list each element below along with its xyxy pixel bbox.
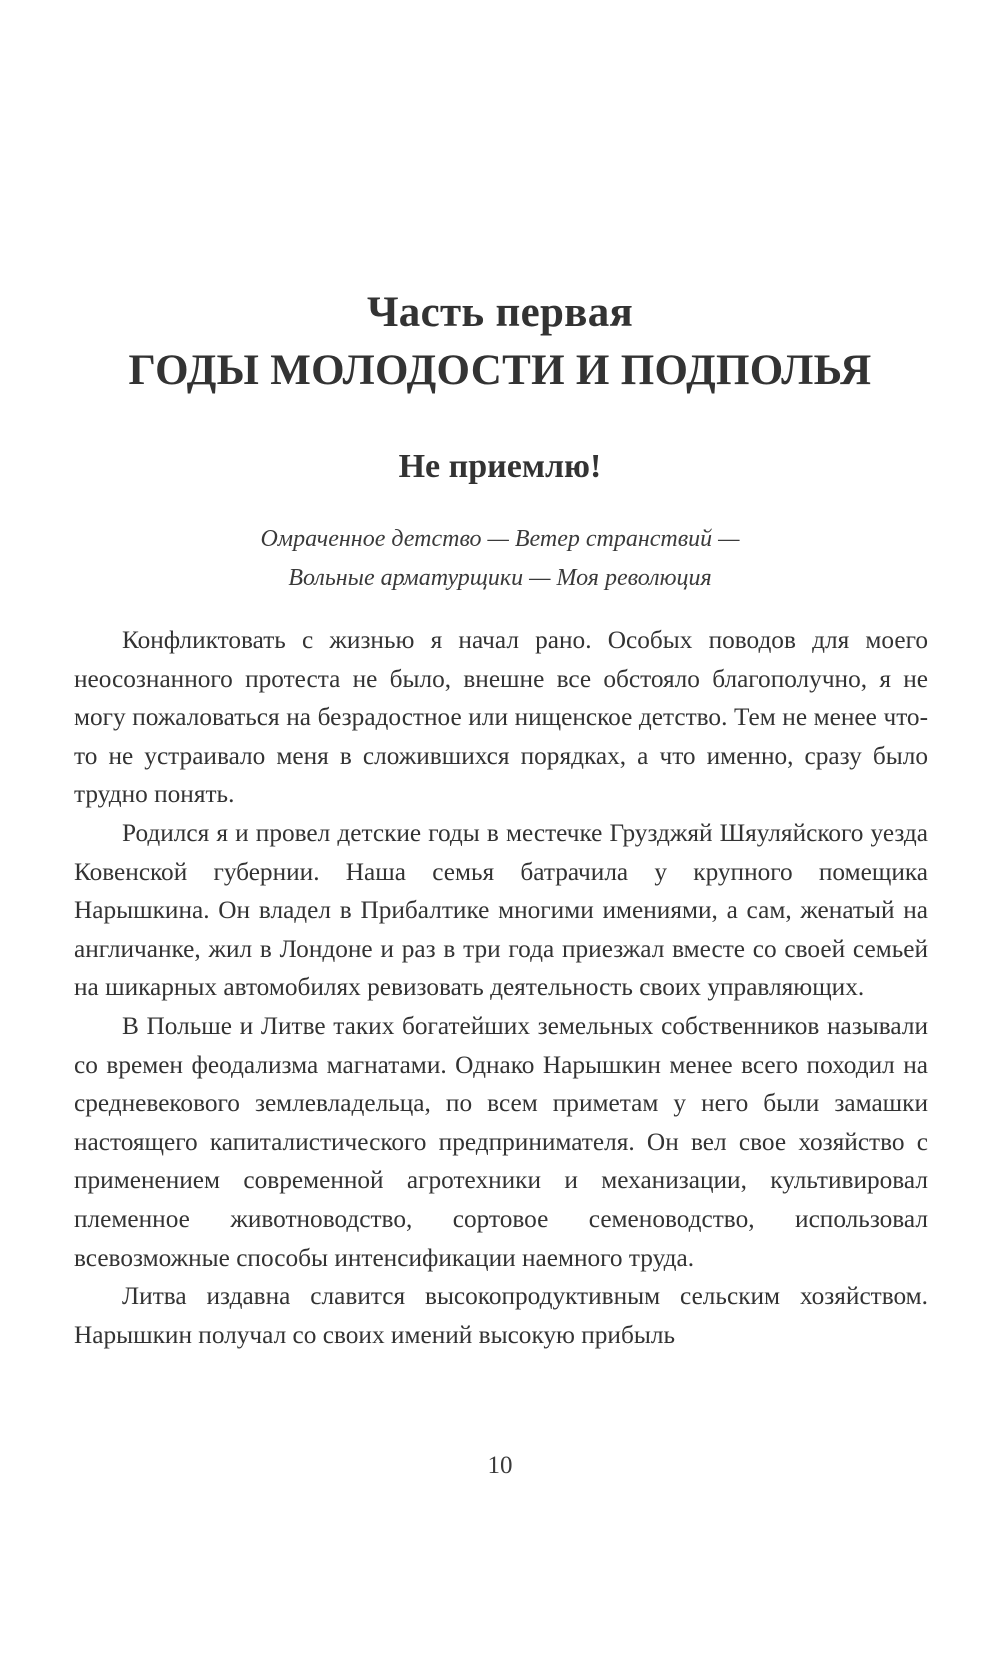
chapter-epigraph	[0, 520, 1000, 598]
epigraph-line: Омраченное детство — Ветер странствий —	[260, 526, 740, 552]
body-text	[74, 621, 928, 1354]
epigraph-line: Вольные арматурщики — Моя революция	[288, 565, 712, 591]
paragraph: Литва издавна славится высокопродуктивным сельским хозяйством. Нарышкин получал со своих имений высокую прибыль	[74, 1282, 928, 1349]
part-heading	[0, 285, 1000, 401]
chapter-title: Не приемлю!	[398, 448, 602, 485]
page-number: 10	[487, 1452, 513, 1479]
paragraph: Родился я и провел детские годы в местечке Грузджяй Шяуляйского уезда Ковенской губернии. Наша семья батрачила у крупного помещика Нарышкина. Он владел в Прибалтике многими имениями, а сам, женатый на англичанке, жил в Лондоне и раз в три года приезжал вместе со своей семьей на шикарных автомобилях ревизовать деятельность своих управляющих.	[74, 818, 928, 1002]
paragraph: Конфликтовать с жизнью я начал рано. Особых поводов для моего неосознанного протеста не было, внешне все обстояло благополучно, я не могу пожаловаться на безрадостное или нищенское детство. Тем не менее что-то не устраивало меня в сложившихся порядках, а что именно, сразу было трудно понять.	[74, 626, 928, 809]
paragraph: В Польше и Литве таких богатейших земельных собственников называли со времен феодализма магнатами. Однако Нарышкин менее всего походил на средневекового землевладельца, по всем приметам у него были замашки настоящего капиталистического предпринимателя. Он вел свое хозяйство с применением современной агротехники и механизации, культивировал племенное животноводство, сортовое семеноводство, использовал всевозможные способы интенсификации наемного труда.	[74, 1011, 928, 1272]
part-title: Часть первая	[366, 289, 634, 336]
part-subtitle: ГОДЫ МОЛОДОСТИ И ПОДПОЛЬЯ	[128, 347, 872, 394]
